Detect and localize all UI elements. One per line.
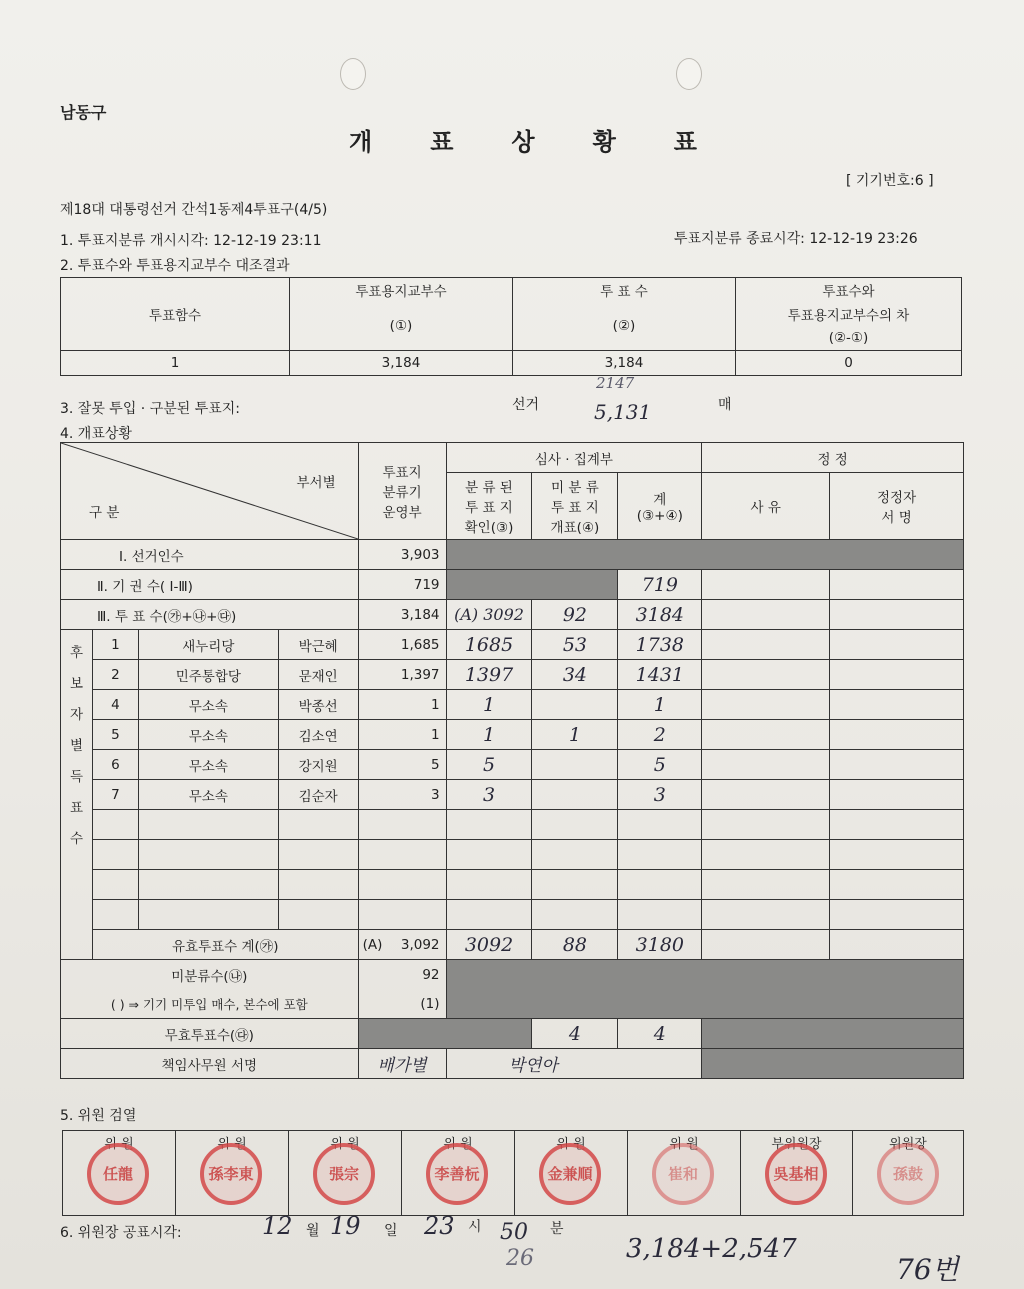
candidate-unclassified [532, 750, 618, 780]
committee-role: 위 원 [443, 1137, 473, 1152]
col-machine-line2: 분류기 [382, 485, 422, 501]
empty-cell [830, 780, 964, 810]
vote-count-table [60, 442, 964, 1079]
empty-cell [702, 750, 830, 780]
announce-month-unit: 월 [306, 1223, 320, 1239]
punch-hole [676, 58, 702, 90]
value-votes: 3,184 [513, 351, 736, 376]
machine-number: [ 기기번호:6 ] [846, 173, 934, 189]
committee-role: 위 원 [669, 1137, 699, 1152]
candidate-no: 4 [92, 690, 138, 720]
committee-role: 부위원장 [771, 1137, 822, 1152]
row-note-label: ( ) ⇒ 기기 미투입 매수, 본수에 포함 [61, 989, 359, 1019]
row-valid-unclassified: 88 [532, 930, 618, 960]
side-char: 별 [69, 738, 83, 754]
candidate-classified: 5 [446, 750, 532, 780]
col-review-group: 심사 · 집계부 [446, 443, 702, 473]
empty-cell [830, 570, 964, 600]
candidate-classified: 3 [446, 780, 532, 810]
red-seal-stamp: 崔和 [652, 1143, 714, 1205]
committee-cell [740, 1130, 853, 1216]
candidate-classified: 1397 [446, 660, 532, 690]
committee-seal-row [62, 1130, 964, 1216]
row-invalid-label: 무효투표수(㉰) [61, 1019, 359, 1049]
section-3-unit: 매 [718, 397, 732, 413]
row-abstain-label: Ⅱ. 기 권 수( Ⅰ-Ⅲ) [61, 570, 359, 600]
red-seal-stamp: 金兼順 [539, 1143, 601, 1205]
candidate-party: 민주통합당 [138, 660, 278, 690]
sort-start-time: 1. 투표지분류 개시시각: 12-12-19 23:11 [60, 233, 322, 249]
candidate-no: 6 [92, 750, 138, 780]
candidate-name: 김순자 [278, 780, 358, 810]
row-invalid-unclassified: 4 [532, 1019, 618, 1049]
section-2-label: 2. 투표수와 투표용지교부수 대조결과 [60, 258, 290, 274]
district-name: 남동구 [60, 103, 107, 122]
announce-minute-correction: 26 [506, 1246, 534, 1271]
red-seal-stamp: 孫李東 [200, 1143, 262, 1205]
row-votes-label: Ⅲ. 투 표 수(㉮+㉯+㉰) [61, 600, 359, 630]
diagonal-line [61, 443, 358, 539]
candidate-unclassified: 34 [532, 660, 618, 690]
red-seal-stamp: 李善杬 [426, 1143, 488, 1205]
candidate-classified: 1685 [446, 630, 532, 660]
row-votes-value: 3,184 [358, 600, 446, 630]
col-classified-line3: 확인(③) [464, 520, 514, 536]
shaded-cell [446, 570, 618, 600]
candidate-party: 무소속 [138, 780, 278, 810]
empty-cell [702, 600, 830, 630]
shaded-cell [702, 1019, 964, 1049]
empty-cell [702, 780, 830, 810]
row-abstain-total: 719 [618, 570, 702, 600]
section-3-label: 3. 잘못 투입 · 구분된 투표지: [60, 401, 241, 417]
candidate-machine: 5 [358, 750, 446, 780]
header-dept: 부서별 [296, 475, 336, 491]
candidate-party: 무소속 [138, 690, 278, 720]
row-unclassified-label: 미분류수(㉯) [61, 960, 359, 990]
row-sign-label: 책임사무원 서명 [61, 1049, 359, 1079]
col-corrector-line2: 서 명 [881, 510, 912, 526]
empty-cell [702, 660, 830, 690]
candidate-machine: 1,397 [358, 660, 446, 690]
committee-role: 위 원 [104, 1137, 134, 1152]
handwritten-sum-note: 3,184+2,547 [626, 1234, 797, 1264]
committee-role: 위 원 [556, 1137, 586, 1152]
blank-row [61, 840, 964, 870]
empty-cell [702, 690, 830, 720]
red-seal-stamp: 吳基相 [765, 1143, 827, 1205]
candidate-name: 김소연 [278, 720, 358, 750]
value-ballot-box: 1 [61, 351, 290, 376]
candidate-party: 무소속 [138, 750, 278, 780]
shaded-cell [446, 960, 963, 1019]
announce-month: 12 [262, 1212, 293, 1240]
election-name: 제18대 대통령선거 간석1동제4투표구(4/5) [60, 202, 328, 218]
committee-cell [627, 1130, 741, 1216]
col-diff: 투표수와 [736, 278, 962, 303]
col-machine-line1: 투표지 [382, 465, 422, 481]
committee-role: 위 원 [330, 1137, 360, 1152]
empty-cell [830, 690, 964, 720]
value-diff: 0 [736, 351, 962, 376]
empty-cell [830, 750, 964, 780]
side-char: 수 [69, 831, 83, 847]
announce-day: 19 [330, 1212, 361, 1240]
committee-cell [175, 1130, 289, 1216]
candidate-party: 새누리당 [138, 630, 278, 660]
candidate-machine: 1,685 [358, 630, 446, 660]
announce-hour: 23 [424, 1212, 455, 1240]
candidate-no: 1 [92, 630, 138, 660]
col-reason: 사 유 [702, 473, 830, 540]
candidate-unclassified [532, 690, 618, 720]
candidate-total: 3 [618, 780, 702, 810]
row-valid-classified: 3092 [446, 930, 532, 960]
announce-minute-unit: 분 [550, 1221, 564, 1237]
candidate-total: 2 [618, 720, 702, 750]
value-issued: 3,184 [290, 351, 513, 376]
side-label-candidate-votes [61, 630, 93, 960]
col-issued-sub: (①) [290, 302, 513, 351]
col-unclassified [532, 473, 618, 540]
clerk-signature-1: 배가별 [358, 1049, 446, 1079]
red-seal-stamp: 孫鼓 [877, 1143, 939, 1205]
punch-hole [340, 58, 366, 90]
candidate-classified: 1 [446, 690, 532, 720]
candidate-machine: 1 [358, 690, 446, 720]
committee-cell [401, 1130, 515, 1216]
candidate-name: 강지원 [278, 750, 358, 780]
side-char: 후 [69, 645, 83, 661]
page-title: 개표상황표 [349, 128, 755, 156]
candidate-classified: 1 [446, 720, 532, 750]
committee-cell [514, 1130, 628, 1216]
col-classified-line2: 투 표 지 [465, 500, 513, 516]
section-4-label: 4. 개표상황 [60, 426, 132, 442]
committee-role: 위원장 [889, 1137, 927, 1152]
shaded-cell [702, 1049, 964, 1079]
row-invalid-total: 4 [618, 1019, 702, 1049]
col-votes: 투 표 수 [513, 278, 736, 303]
candidate-total: 1738 [618, 630, 702, 660]
candidate-unclassified: 1 [532, 720, 618, 750]
empty-cell [702, 720, 830, 750]
row-valid-total: 3180 [618, 930, 702, 960]
empty-cell [830, 720, 964, 750]
announce-minute: 50 [500, 1220, 528, 1245]
candidate-party: 무소속 [138, 720, 278, 750]
row-votes-total: 3184 [618, 600, 702, 630]
row-electors-label: Ⅰ. 선거인수 [61, 540, 359, 570]
candidate-total: 5 [618, 750, 702, 780]
empty-cell [702, 570, 830, 600]
empty-cell [702, 930, 830, 960]
col-total [618, 473, 702, 540]
col-issued: 투표용지교부수 [290, 278, 513, 303]
header-category: 구 분 [89, 505, 120, 521]
col-diff-line3: (②-①) [736, 326, 962, 351]
blank-row [61, 810, 964, 840]
committee-role: 위 원 [217, 1137, 247, 1152]
col-corrector-line1: 정정자 [876, 490, 917, 506]
row-unclassified-value: 92 [358, 960, 446, 990]
col-total-line1: 계 [653, 492, 667, 508]
section-3-election: 선거 [512, 397, 540, 413]
col-unclassified-line1: 미 분 류 [551, 480, 599, 496]
row-valid-number: 3,092 [400, 936, 440, 953]
col-total-line2: (③+④) [636, 508, 683, 524]
side-char: 자 [69, 707, 83, 723]
announce-hour-unit: 시 [468, 1219, 482, 1235]
handwritten-misplaced-count: 5,131 [594, 400, 652, 424]
side-char: 표 [69, 800, 83, 816]
side-char: 득 [69, 769, 83, 785]
row-votes-classified: (A) 3092 [446, 600, 532, 630]
candidate-no: 5 [92, 720, 138, 750]
shaded-cell [446, 540, 963, 570]
col-classified-line1: 분 류 된 [465, 480, 513, 496]
candidate-machine: 1 [358, 720, 446, 750]
candidate-total: 1431 [618, 660, 702, 690]
candidate-name: 박종선 [278, 690, 358, 720]
red-seal-stamp: 張宗 [313, 1143, 375, 1205]
candidate-machine: 3 [358, 780, 446, 810]
row-abstain-value: 719 [358, 570, 446, 600]
row-note-value: (1) [358, 989, 446, 1019]
section-6-label: 6. 위원장 공표시각: [60, 1225, 182, 1241]
row-valid-label: 유효투표수 계(㉮) [92, 930, 358, 960]
candidate-no: 2 [92, 660, 138, 690]
blank-row [61, 900, 964, 930]
empty-cell [830, 630, 964, 660]
col-votes-sub: (②) [513, 302, 736, 351]
committee-cell [288, 1130, 402, 1216]
header-diagonal-cell [61, 443, 359, 540]
empty-cell [702, 630, 830, 660]
col-ballot-box: 투표함수 [61, 278, 290, 351]
candidate-no: 7 [92, 780, 138, 810]
row-valid-prefix: (A) [362, 936, 383, 953]
candidate-name: 박근혜 [278, 630, 358, 660]
section-5-label: 5. 위원 검열 [60, 1108, 137, 1124]
handwritten-misplaced-top: 2147 [596, 374, 635, 392]
candidate-total: 1 [618, 690, 702, 720]
committee-cell [62, 1130, 176, 1216]
row-electors-value: 3,903 [358, 540, 446, 570]
empty-cell [830, 660, 964, 690]
candidate-unclassified [532, 780, 618, 810]
clerk-signature-2: 박연아 [446, 1049, 702, 1079]
col-correction-group: 정 정 [702, 443, 964, 473]
col-machine-line3: 운영부 [382, 505, 422, 521]
col-unclassified-line2: 투 표 지 [551, 500, 599, 516]
sort-end-time: 투표지분류 종료시각: 12-12-19 23:26 [674, 231, 918, 247]
col-unclassified-line3: 개표(④) [550, 520, 600, 536]
ballot-compare-table [60, 277, 962, 376]
empty-cell [830, 930, 964, 960]
row-votes-unclassified: 92 [532, 600, 618, 630]
col-corrector [830, 473, 964, 540]
red-seal-stamp: 任龍 [87, 1143, 149, 1205]
announce-day-unit: 일 [384, 1223, 398, 1239]
side-char: 보 [69, 676, 83, 692]
col-diff-line2: 투표용지교부수의 차 [736, 302, 962, 326]
candidate-name: 문재인 [278, 660, 358, 690]
col-classified [446, 473, 532, 540]
candidate-unclassified: 53 [532, 630, 618, 660]
blank-row [61, 870, 964, 900]
shaded-cell [358, 1019, 532, 1049]
handwritten-corner-note: 76번 [896, 1253, 959, 1286]
col-machine-ops [358, 443, 446, 540]
committee-cell [852, 1130, 964, 1216]
row-valid-value [358, 930, 446, 960]
empty-cell [830, 600, 964, 630]
